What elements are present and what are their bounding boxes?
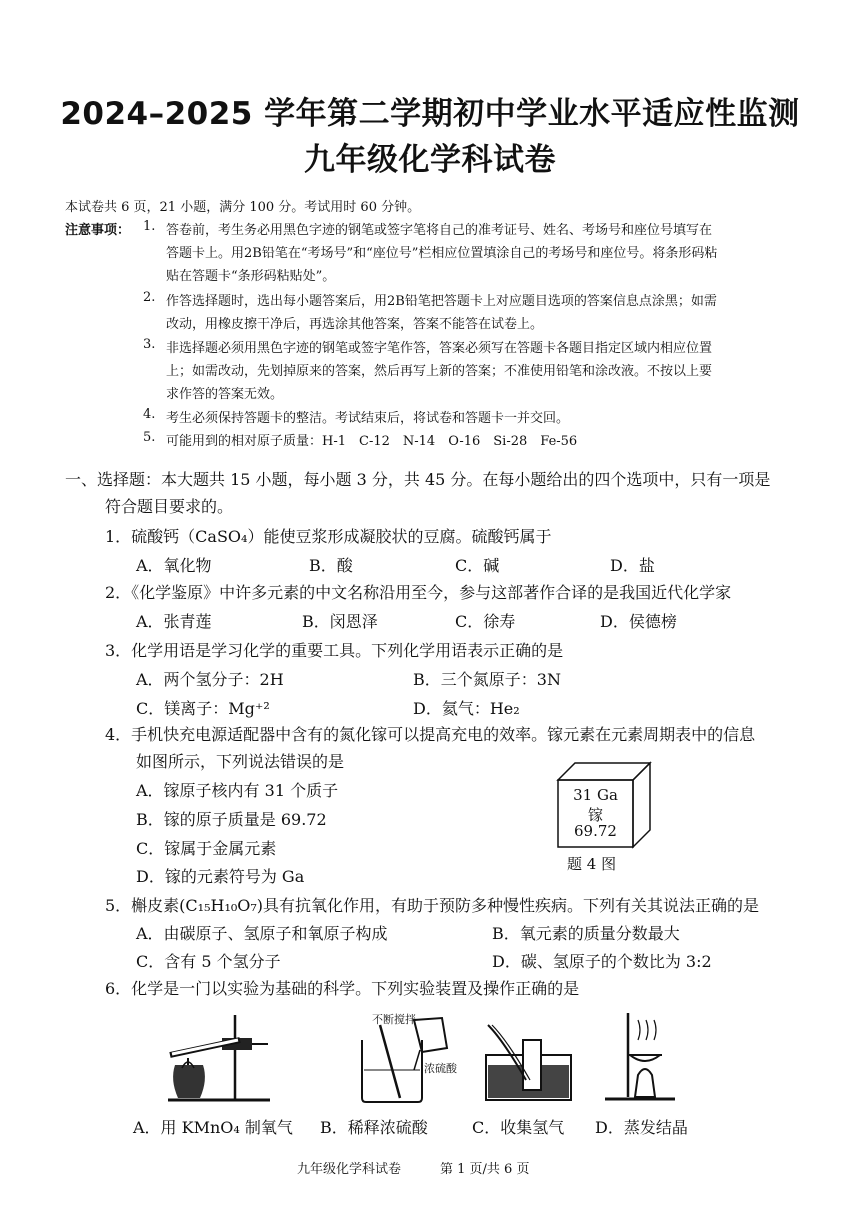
notice-item-num: 4. [143, 407, 156, 422]
q4-option-b: B．镓的原子质量是 69.72 [136, 810, 327, 829]
element-number-symbol: 31 Ga [573, 786, 618, 804]
notice-item-num: 3. [143, 337, 156, 352]
q5-option-a: A．由碳原子、氢原子和氧原子构成 [136, 924, 388, 943]
q3-option-a: A．两个氢分子：2H [136, 670, 284, 689]
notice-item-num: 1. [143, 219, 156, 234]
q5-option-b: B．氧元素的质量分数最大 [492, 924, 680, 943]
question-3-stem: 3．化学用语是学习化学的重要工具。下列化学用语表示正确的是 [105, 641, 564, 660]
notice-item-line: 答卷前，考生务必用黑色字迹的钢笔或签字笔将自己的准考证号、姓名、考场号和座位号填写在 [166, 223, 713, 238]
label-concentrated-acid: 浓硫酸 [424, 1062, 457, 1075]
q4-option-c: C．镓属于金属元素 [136, 839, 277, 858]
q5-option-d: D．碳、氢原子的个数比为 3:2 [492, 952, 712, 971]
figure-caption: 题 4 图 [567, 855, 617, 873]
label-stir: 不断搅拌 [372, 1013, 416, 1026]
question-2-stem: 2．《化学鉴原》中许多元素的中文名称沿用至今，参与这部著作合译的是我国近代化学家 [105, 583, 732, 602]
notice-item-line: 贴在答题卡“条形码粘贴处”。 [166, 269, 336, 284]
q3-option-d: D．氦气：He₂ [413, 699, 520, 718]
notice-item-num: 5. [143, 430, 156, 445]
section-heading: 一、选择题：本大题共 15 小题，每小题 3 分，共 45 分。在每小题给出的四个选项中，只有一项是 [65, 470, 771, 489]
notice-item-line: 求作答的答案无效。 [166, 387, 284, 402]
q1-option-c: C．碱 [455, 556, 500, 575]
q2-option-c: C．徐寿 [455, 612, 516, 631]
notice-item-line: 改动，用橡皮擦干净后，再选涂其他答案，答案不能答在试卷上。 [166, 317, 544, 332]
q3-option-c: C．镁离子：Mg⁺² [136, 699, 270, 718]
q4-option-d: D．镓的元素符号为 Ga [136, 867, 305, 886]
section-heading-cont: 符合题目要求的。 [105, 497, 234, 516]
notice-item-line: 考生必须保持答题卡的整洁。考试结束后，将试卷和答题卡一并交回。 [166, 411, 570, 426]
q4-option-a: A．镓原子核内有 31 个质子 [136, 781, 339, 800]
notice-item-line: 上；如需改动，先划掉原来的答案，然后再写上新的答案；不准使用铅笔和涂改液。不按以上要 [166, 364, 713, 379]
notice-item-line: 非选择题必须用黑色字迹的钢笔或签字笔作答，答案必须写在答题卡各题目指定区域内相应位置 [166, 341, 713, 356]
q3-option-b: B．三个氮原子：3N [413, 670, 561, 689]
q6-option-d: D．蒸发结晶 [595, 1118, 688, 1137]
question-4-stem-cont: 如图所示，下列说法错误的是 [136, 752, 345, 771]
q1-option-b: B．酸 [309, 556, 353, 575]
apparatus-c-drawing [478, 1020, 578, 1105]
q6-option-b: B．稀释浓硫酸 [320, 1118, 428, 1137]
page-title: 2024–2025 学年第二学期初中学业水平适应性监测 [60, 96, 800, 132]
q1-option-a: A．氧化物 [136, 556, 212, 575]
page-subtitle: 九年级化学科试卷 [304, 142, 556, 178]
notice-item-line: 作答选择题时，选出每小题答案后，用2B铅笔把答题卡上对应题目选项的答案信息点涂黑；如需 [166, 294, 717, 309]
q6-option-a: A．用 KMnO₄ 制氧气 [133, 1118, 293, 1137]
notice-label: 注意事项： [65, 223, 131, 238]
apparatus-d-drawing [600, 1005, 680, 1105]
exam-intro: 本试卷共 6 页，21 小题，满分 100 分。考试用时 60 分钟。 [65, 200, 421, 215]
question-6-stem: 6．化学是一门以实验为基础的科学。下列实验装置及操作正确的是 [105, 979, 580, 998]
q2-option-d: D．侯德榜 [600, 612, 677, 631]
notice-item-line: 答题卡上。用2B铅笔在“考场号”和“座位号”栏相应位置填涂自己的考场号和座位号。将条形码粘 [166, 246, 718, 261]
q5-option-c: C．含有 5 个氢分子 [136, 952, 281, 971]
apparatus-a-drawing [160, 1010, 275, 1105]
notice-item-num: 2. [143, 290, 156, 305]
element-mass: 69.72 [574, 822, 617, 840]
q2-option-b: B．闵恩泽 [302, 612, 378, 631]
q2-option-a: A．张青莲 [136, 612, 212, 631]
question-1-stem: 1．硫酸钙（CaSO₄）能使豆浆形成凝胶状的豆腐。硫酸钙属于 [105, 527, 552, 546]
page-number: 第 1 页/共 6 页 [440, 1162, 530, 1177]
footer-title: 九年级化学科试卷 [297, 1162, 402, 1177]
element-name: 镓 [587, 806, 603, 824]
q1-option-d: D．盐 [610, 556, 655, 575]
question-4-stem: 4．手机快充电源适配器中含有的氮化镓可以提高充电的效率。镓元素在元素周期表中的信息 [105, 725, 756, 744]
question-5-stem: 5．槲皮素(C₁₅H₁₀O₇)具有抗氧化作用，有助于预防多种慢性疾病。下列有关其说法正确的是 [105, 896, 760, 915]
q6-option-c: C．收集氢气 [472, 1118, 565, 1137]
notice-item-line: 可能用到的相对原子质量：H-1 C-12 N-14 O-16 Si-28 Fe-56 [166, 434, 578, 449]
